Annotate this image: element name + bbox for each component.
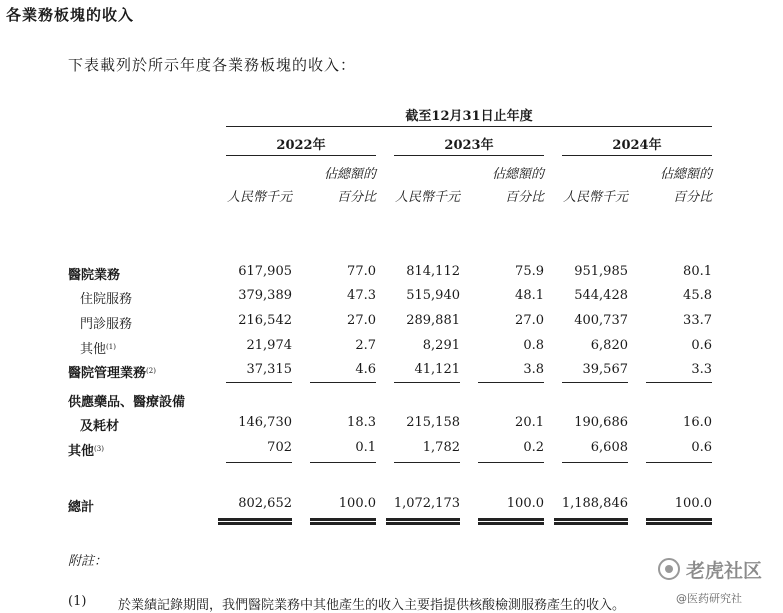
subtotal-rule: [478, 382, 544, 383]
subtotal-rule: [394, 382, 460, 383]
footnote-marker: (1): [68, 594, 87, 609]
footnote-1: [68, 594, 626, 613]
table-cell: 47.3: [347, 288, 376, 303]
table-cell: 146,730: [238, 415, 292, 430]
col-pct-header: 佔總額的 百分比: [491, 167, 544, 205]
table-cell: 27.0: [515, 313, 544, 328]
col-amount-header: 人民幣千元: [226, 190, 292, 205]
subtotal-rule: [562, 382, 628, 383]
period-rule: [226, 126, 712, 127]
row-label-supplies: 供應藥品、醫療設備: [68, 395, 186, 410]
table-cell: 45.8: [683, 288, 712, 303]
table-cell: 951,985: [574, 264, 628, 279]
total-double-rule: [646, 518, 712, 525]
subtotal-rule: [310, 462, 376, 463]
table-cell: 100.0: [338, 496, 376, 511]
col-amount-header: 人民幣千元: [562, 190, 628, 205]
intro-text: 下表載列於所示年度各業務板塊的收入：: [68, 56, 357, 74]
row-label-other-1: 其他$^{(1)}$: [80, 342, 116, 357]
table-cell: 3.8: [523, 362, 544, 377]
year-rule: [562, 155, 712, 156]
table-cell: 41,121: [414, 362, 460, 377]
table-cell: 39,567: [582, 362, 628, 377]
table-cell: 190,686: [574, 415, 628, 430]
year-2022: 2022年: [276, 138, 326, 153]
table-cell: 0.6: [691, 440, 712, 455]
subtotal-rule: [646, 462, 712, 463]
table-cell: 37,315: [246, 362, 292, 377]
row-label-inpatient: 住院服務: [80, 292, 133, 307]
table-cell: 8,291: [422, 338, 460, 353]
row-label-total: 總計: [68, 500, 95, 515]
table-cell: 80.1: [683, 264, 712, 279]
year-2023: 2023年: [444, 138, 494, 153]
table-cell: 100.0: [674, 496, 712, 511]
subtotal-rule: [226, 382, 292, 383]
total-double-rule: [310, 518, 376, 525]
subtotal-rule: [562, 462, 628, 463]
col-amount-header: 人民幣千元: [394, 190, 460, 205]
table-cell: 515,940: [406, 288, 460, 303]
year-2024: 2024年: [612, 138, 662, 153]
table-cell: 215,158: [406, 415, 460, 430]
table-cell: 0.2: [523, 440, 544, 455]
watermark: 老虎社区: [658, 556, 762, 583]
table-cell: 2.7: [355, 338, 376, 353]
table-cell: 33.7: [683, 313, 712, 328]
row-label-supplies-line2: 及耗材: [80, 419, 120, 434]
year-rule: [226, 155, 376, 156]
subtotal-rule: [646, 382, 712, 383]
table-cell: 75.9: [515, 264, 544, 279]
table-cell: 1,072,173: [393, 496, 460, 511]
section-title: 各業務板塊的收入: [6, 6, 135, 24]
total-double-rule: [386, 518, 460, 525]
table-cell: 0.8: [523, 338, 544, 353]
table-cell: 6,608: [590, 440, 628, 455]
table-cell: 4.6: [355, 362, 376, 377]
table-cell: 702: [267, 440, 292, 455]
subtotal-rule: [226, 462, 292, 463]
table-cell: 0.1: [355, 440, 376, 455]
table-cell: 100.0: [506, 496, 544, 511]
watermark-logo-icon: [658, 558, 680, 580]
total-double-rule: [478, 518, 544, 525]
table-cell: 6,820: [590, 338, 628, 353]
year-rule: [394, 155, 544, 156]
table-cell: 544,428: [574, 288, 628, 303]
subtotal-rule: [310, 382, 376, 383]
table-cell: 21,974: [246, 338, 292, 353]
table-cell: 48.1: [515, 288, 544, 303]
total-double-rule: [554, 518, 628, 525]
subtotal-rule: [394, 462, 460, 463]
table-cell: 3.3: [691, 362, 712, 377]
table-cell: 617,905: [238, 264, 292, 279]
row-label-outpatient: 門診服務: [80, 317, 133, 332]
col-pct-header: 佔總額的 百分比: [323, 167, 376, 205]
table-cell: 1,188,846: [561, 496, 628, 511]
table-cell: 20.1: [515, 415, 544, 430]
watermark-subtitle: @医药研究社: [676, 592, 742, 605]
col-pct-header: 佔總額的 百分比: [659, 167, 712, 205]
footnote-text: 於業績記錄期間，我們醫院業務中其他產生的收入主要指提供核酸檢測服務產生的收入。: [118, 598, 626, 613]
row-label-hospital-management: 醫院管理業務$^{(2)}$: [68, 366, 156, 381]
table-cell: 77.0: [347, 264, 376, 279]
table-cell: 216,542: [238, 313, 292, 328]
table-cell: 27.0: [347, 313, 376, 328]
period-header: 截至12月31日止年度: [405, 109, 533, 124]
table-cell: 379,389: [238, 288, 292, 303]
table-cell: 18.3: [347, 415, 376, 430]
table-cell: 400,737: [574, 313, 628, 328]
table-cell: 0.6: [691, 338, 712, 353]
table-cell: 289,881: [406, 313, 460, 328]
row-label-other-3: 其他$^{(3)}$: [68, 444, 104, 459]
notes-heading: 附註：: [68, 554, 108, 569]
table-cell: 802,652: [238, 496, 292, 511]
table-cell: 1,782: [422, 440, 460, 455]
table-cell: 16.0: [683, 415, 712, 430]
table-cell: 814,112: [406, 264, 460, 279]
total-double-rule: [218, 518, 292, 525]
row-label-hospital: 醫院業務: [68, 268, 121, 283]
subtotal-rule: [478, 462, 544, 463]
